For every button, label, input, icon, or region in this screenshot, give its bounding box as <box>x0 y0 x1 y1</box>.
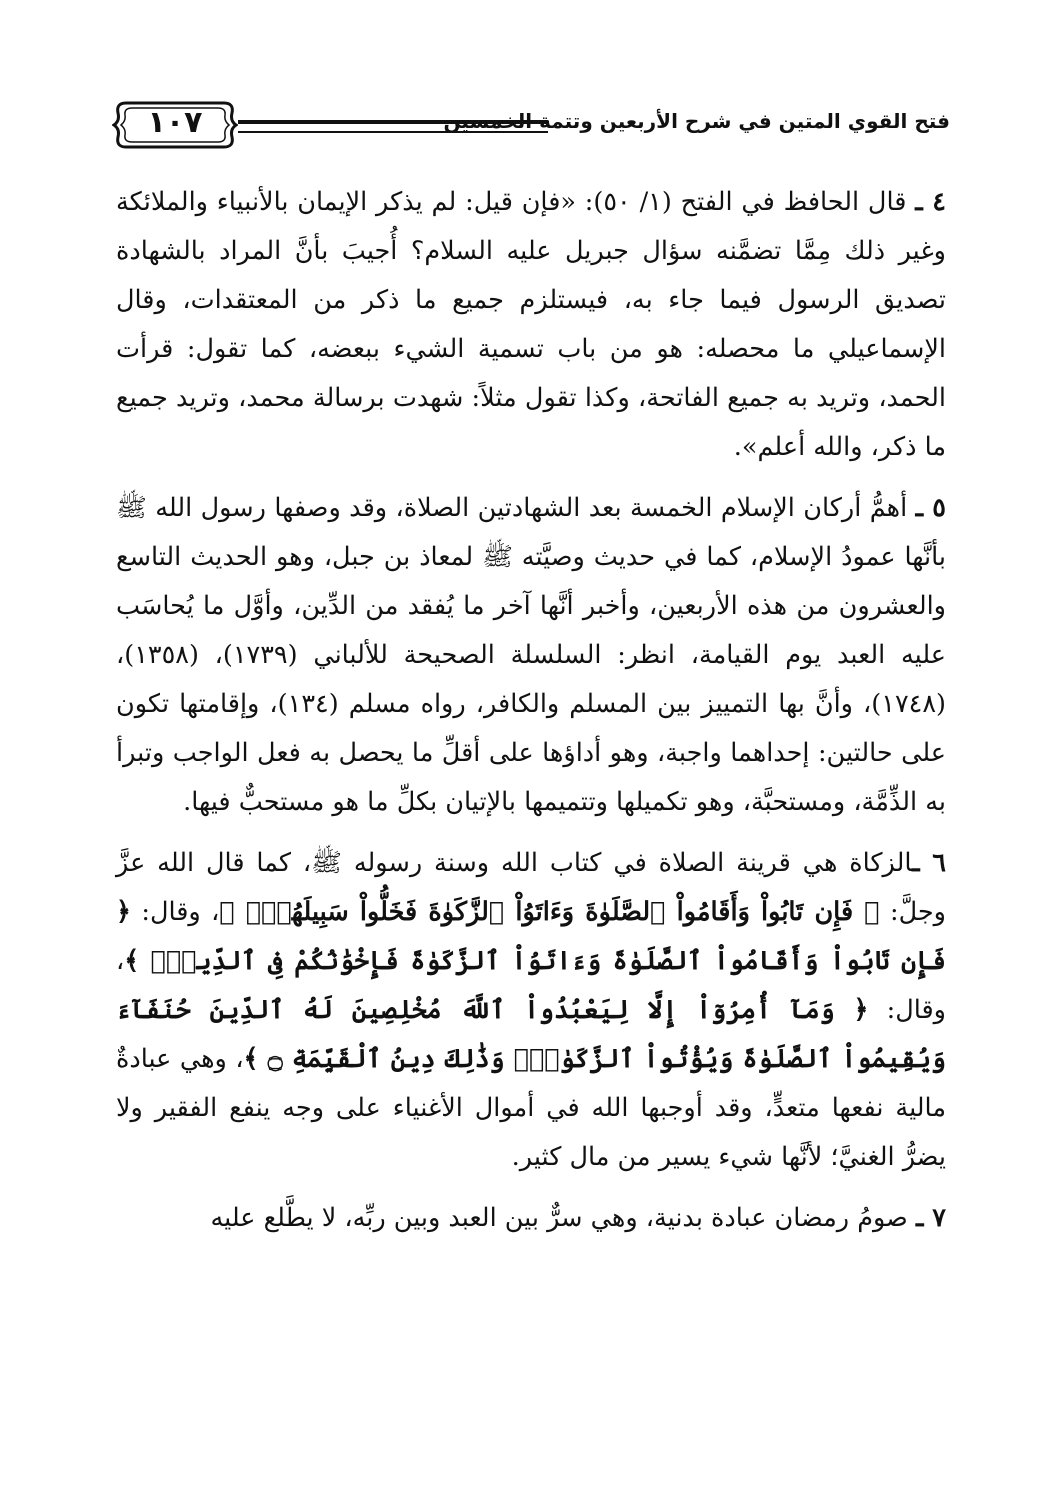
quran-verse: ﴿ وَمَآ أُمِرُوٓاْ إِلَّا لِيَعْبُدُواْ ٱللَّهَ مُخْلِصِينَ لَهُ ٱلدِّينَ حُنَفَآءَ وَيُقِيمُواْ ٱلصَّلَوٰةَ وَيُؤْتُواْ ٱلزَّكَوٰةَۚ وَذَٰلِكَ دِينُ ٱلْقَيِّمَةِ ۝ ﴾ <box>116 995 946 1074</box>
paragraph-number: ٦ ـ <box>912 848 946 878</box>
paragraph-text: ، وقال: <box>130 897 220 927</box>
paragraph-7 <box>116 1194 946 1243</box>
paragraph-6 <box>116 839 946 1182</box>
paragraph-number: ٧ ـ <box>915 1203 946 1233</box>
page-number: ١٠٧ <box>147 105 203 140</box>
paragraph-text: قال الحافظ في الفتح (١/ ٥٠): «فإن قيل: لم يذكر الإيمان بالأنبياء والملائكة وغير ذلك مِمَّا تضمَّنه سؤال جبريل عليه السلام؟ أُجيبَ بأنَّ المراد بالشهادة تصديق الرسول فيما جاء به، فيستلزم جميع ما ذكر من المعتقدات، وقال الإسماعيلي ما محصله: هو من باب تسمية الشيء ببعضه، كما تقول: قرأت الحمد، وتريد به جميع الفاتحة، وكذا تقول مثلاً: شهدت برسالة محمد، وتريد جميع ما ذكر، والله أعلم». <box>116 187 946 462</box>
paragraph-text: صومُ رمضان عبادة بدنية، وهي سرٌّ بين العبد وبين ربِّه، لا يطَّلع عليه <box>210 1203 908 1233</box>
paragraph-4 <box>116 178 946 472</box>
quran-verse: ﴿ فَإِن تَابُواْ وَأَقَامُواْ ٱلصَّلَوٰةَ وَءَاتَوُاْ ٱلزَّكَوٰةَ فَإِخْوَٰنُكُمْ فِى ٱلدِّينِۗ ﴾ <box>116 897 946 976</box>
paragraph-5 <box>116 484 946 827</box>
book-title: فتح القوي المتين في شرح الأربعين وتتمة الخمسين <box>443 109 950 133</box>
paragraph-number: ٤ ـ <box>915 187 946 217</box>
page-header <box>112 95 950 159</box>
paragraph-text: أهمُّ أركان الإسلام الخمسة بعد الشهادتين الصلاة، وقد وصفها رسول الله ﷺ بأنَّها عمودُ الإسلام، كما في حديث وصيَّته ﷺ لمعاذ بن جبل، وهو الحديث التاسع والعشرون من هذه الأربعين، وأخبر أنَّها آخر ما يُفقد من الدِّين، وأوَّل ما يُحاسَب عليه العبد يوم القيامة، انظر: السلسلة الصحيحة للألباني (١٧٣٩)، (١٣٥٨)، (١٧٤٨)، وأنَّ بها التمييز بين المسلم والكافر، رواه مسلم (١٣٤)، وإقامتها تكون على حالتين: إحداهما واجبة، وهو أداؤها على أقلِّ ما يحصل به فعل الواجب وتبرأ به الذِّمَّة، ومستحبَّة، وهو تكميلها وتتميمها بالإتيان بكلِّ ما هو مستحبٌّ فيها. <box>116 493 946 817</box>
body-text <box>116 178 946 1255</box>
header-rule <box>238 120 548 133</box>
paragraph-text: ، وهي عبادةٌ مالية نفعها متعدٍّ، وقد أوجبها الله في أموال الأغنياء على وجه ينفع الفقير ولا يضرُّ الغنيَّ؛ لأنَّها شيء يسير من مال كثير. <box>116 1044 946 1172</box>
paragraph-text: ، وقال: <box>116 946 947 1025</box>
page-number-badge <box>112 95 238 155</box>
quran-verse: ﴿ فَإِن تَابُواْ وَأَقَامُواْ ٱلصَّلَوٰةَ وَءَاتَوُاْ ٱلزَّكَوٰةَ فَخَلُّواْ سَبِيلَهُمْۚ ﴾ <box>219 897 880 927</box>
paragraph-text: الزكاة هي قرينة الصلاة في كتاب الله وسنة رسوله ﷺ، كما قال الله عزَّ وجلَّ: <box>116 848 946 927</box>
paragraph-number: ٥ ـ <box>915 493 946 523</box>
